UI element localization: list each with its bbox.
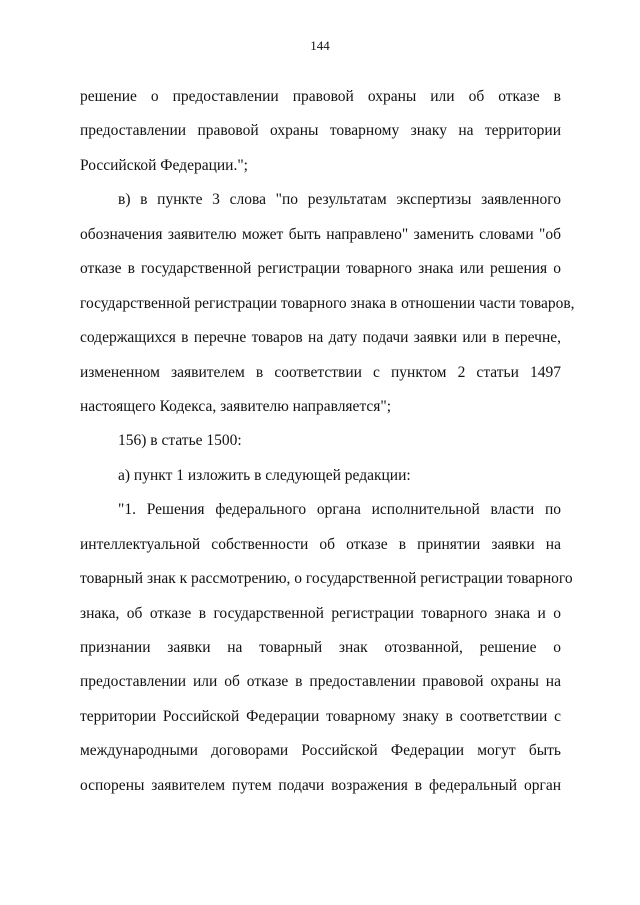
text-line: обозначения заявителю может быть направлено" заменить словами "об [80,225,561,243]
text-line: территории Российской Федерации товарному знаку в соответствии с [80,707,561,725]
text-line: предоставлении или об отказе в предоставлении правовой охраны на [80,673,561,691]
text-line: международными договорами Российской Федерации могут быть [80,742,561,760]
text-line: измененном заявителем в соответствии с пунктом 2 статьи 1497 [80,363,561,381]
text-line: признании заявки на товарный знак отозванной, решение о [80,639,561,656]
paragraph-first-line: а) пункт 1 изложить в следующей редакции: [118,466,411,484]
text-line: отказе в государственной регистрации товарного знака или решения о [80,260,561,278]
paragraph-first-line: "1. Решения федерального органа исполнительной власти по [118,501,561,519]
text-line: содержащихся в перечне товаров на дату подачи заявки или в перечне, [80,329,561,347]
text-line: интеллектуальной собственности об отказе в принятии заявки на [80,535,561,553]
document-body [80,80,575,803]
paragraph-first-line: 156) в статье 1500: [118,432,242,450]
text-line: решение о предоставлении правовой охраны или об отказе в [80,88,561,105]
text-line: Российской Федерации."; [80,156,248,174]
text-line: знака, об отказе в государственной регистрации товарного знака и о [80,604,561,622]
text-line: настоящего Кодекса, заявителю направляется"; [80,397,392,415]
text-line: оспорены заявителем путем подачи возражения в федеральный орган [80,776,561,794]
paragraph-first-line: в) в пункте 3 слова "по результатам экспертизы заявленного [118,191,561,209]
page-number: 144 [310,38,330,53]
text-line: предоставлении правовой охраны товарному знаку на территории [80,122,561,140]
text-line: государственной регистрации товарного знака в отношении части товаров, [80,294,575,312]
text-line: товарный знак к рассмотрению, о государственной регистрации товарного [80,570,573,588]
